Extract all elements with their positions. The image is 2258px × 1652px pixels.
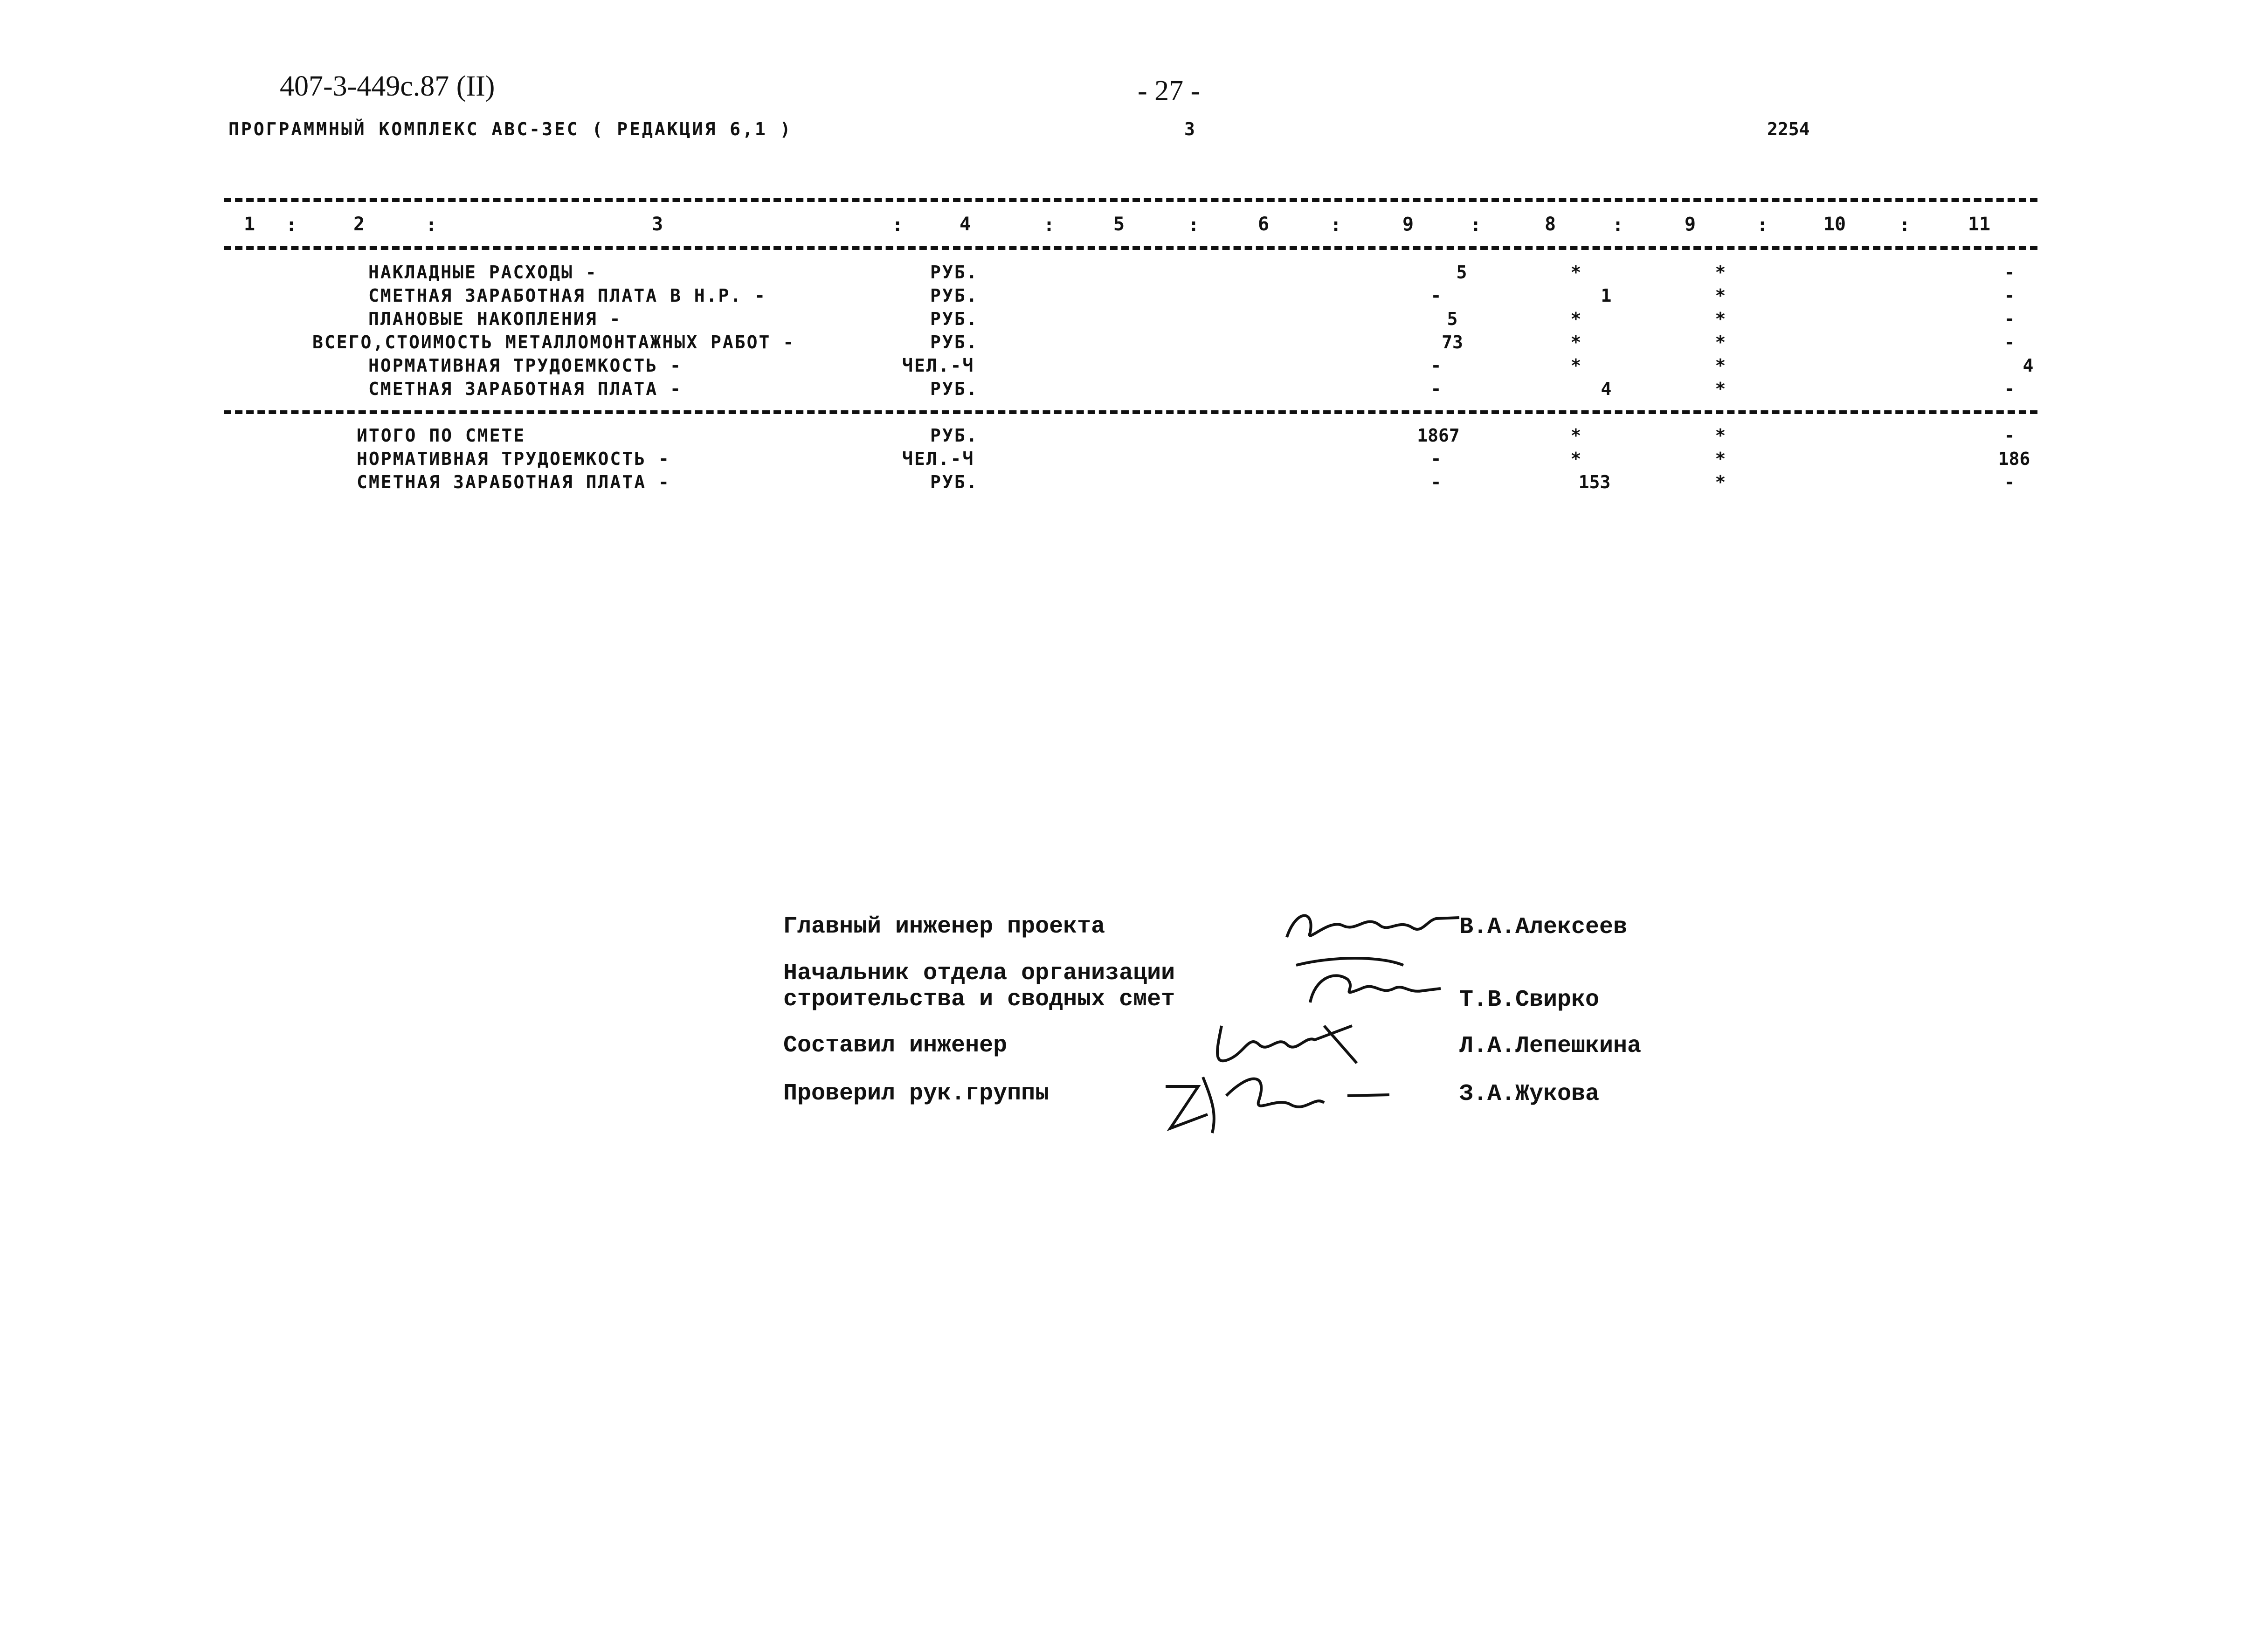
signature-name: З.А.Жукова <box>1459 1081 1600 1107</box>
row-col9: - <box>1430 285 1442 306</box>
column-separator: : <box>1188 214 1200 236</box>
page-number: - 27 - <box>1138 75 1201 107</box>
total-col11: 186 <box>1998 449 2030 469</box>
total-name: ИТОГО ПО СМЕТЕ <box>357 425 526 446</box>
row-col11: - <box>2004 309 2015 329</box>
total-name: НОРМАТИВНАЯ ТРУДОЕМКОСТЬ - <box>357 449 670 469</box>
row-col9: 73 <box>1442 332 1463 353</box>
row-col11: - <box>2004 379 2015 399</box>
document-code: 407-3-449с.87 (II) <box>280 70 495 102</box>
row-col11: 4 <box>2023 355 2034 376</box>
column-number: 6 <box>1257 214 1270 235</box>
column-number: 10 <box>1823 214 1846 235</box>
column-separator: : <box>1612 214 1624 236</box>
row-col9b: * <box>1715 262 1726 283</box>
row-name: ПЛАНОВЫЕ НАКОПЛЕНИЯ - <box>368 309 622 329</box>
total-col8: * <box>1570 425 1581 446</box>
row-col9: 5 <box>1447 309 1458 329</box>
group-separator-rule <box>224 410 2037 414</box>
section-number: 3 <box>1184 119 1195 139</box>
row-col9b: * <box>1715 332 1726 353</box>
signature-role: Начальник отдела организации строительства и сводных смет <box>783 960 1175 1013</box>
column-separator: : <box>1043 214 1055 236</box>
column-number: 1 <box>243 214 255 235</box>
column-separator: : <box>1330 214 1342 236</box>
handwritten-signature-icon <box>1156 1058 1399 1138</box>
row-col9b: * <box>1715 285 1726 306</box>
row-col8: * <box>1570 262 1581 283</box>
row-unit: РУБ. <box>930 379 979 399</box>
column-separator: : <box>891 214 904 236</box>
column-separator: : <box>1756 214 1768 236</box>
row-col11: - <box>2004 262 2015 283</box>
signature-name: Л.А.Лепешкина <box>1459 1033 1642 1059</box>
column-number: 4 <box>959 214 971 235</box>
total-col8: 153 <box>1578 472 1611 492</box>
row-col8: * <box>1570 332 1581 353</box>
row-col11: - <box>2004 332 2015 353</box>
total-unit: РУБ. <box>930 425 979 446</box>
total-unit: РУБ. <box>930 472 979 492</box>
row-name: СМЕТНАЯ ЗАРАБОТНАЯ ПЛАТА - <box>368 379 682 399</box>
column-separator: : <box>285 214 297 236</box>
column-number: 2 <box>353 214 365 235</box>
signature-name: Т.В.Свирко <box>1459 987 1600 1013</box>
total-col9: - <box>1430 472 1442 492</box>
handwritten-signature-icon <box>1268 951 1445 1012</box>
row-col11: - <box>2004 285 2015 306</box>
column-separator: : <box>425 214 437 236</box>
column-number: 9 <box>1684 214 1696 235</box>
document-number: 2254 <box>1767 119 1810 139</box>
handwritten-signature-icon <box>1277 900 1464 951</box>
program-caption: ПРОГРАММНЫЙ КОМПЛЕКС АВС-3ЕС ( РЕДАКЦИЯ 6,1 ) <box>228 119 793 139</box>
table-top-rule <box>224 198 2037 202</box>
signature-role: Главный инженер проекта <box>783 913 1105 940</box>
row-col8: 1 <box>1601 285 1612 306</box>
row-col9b: * <box>1715 355 1726 376</box>
row-name: НОРМАТИВНАЯ ТРУДОЕМКОСТЬ - <box>368 355 682 376</box>
row-col8: 4 <box>1601 379 1612 399</box>
column-number: 5 <box>1113 214 1125 235</box>
column-number: 3 <box>651 214 663 235</box>
total-col9: - <box>1430 449 1442 469</box>
column-number: 8 <box>1544 214 1556 235</box>
column-number: 9 <box>1402 214 1414 235</box>
column-number: 11 <box>1968 214 1991 235</box>
total-col9b: * <box>1715 449 1726 469</box>
row-unit: РУБ. <box>930 262 979 283</box>
row-col9: - <box>1430 379 1442 399</box>
header-bottom-rule <box>224 246 2037 250</box>
row-col9: 5 <box>1456 262 1467 283</box>
total-col11: - <box>2004 472 2015 492</box>
row-col8: * <box>1570 355 1581 376</box>
row-col9b: * <box>1715 309 1726 329</box>
row-name: ВСЕГО,СТОИМОСТЬ МЕТАЛЛОМОНТАЖНЫХ РАБОТ - <box>312 332 795 353</box>
total-col9b: * <box>1715 425 1726 446</box>
total-col9b: * <box>1715 472 1726 492</box>
signature-role: Проверил рук.группы <box>783 1080 1050 1107</box>
signature-name: В.А.Алексеев <box>1459 914 1628 940</box>
row-name: НАКЛАДНЫЕ РАСХОДЫ - <box>368 262 598 283</box>
total-name: СМЕТНАЯ ЗАРАБОТНАЯ ПЛАТА - <box>357 472 670 492</box>
column-separator: : <box>1899 214 1911 236</box>
total-col11: - <box>2004 425 2015 446</box>
row-col9b: * <box>1715 379 1726 399</box>
row-unit: ЧЕЛ.-Ч <box>902 355 975 376</box>
column-separator: : <box>1470 214 1482 236</box>
row-name: СМЕТНАЯ ЗАРАБОТНАЯ ПЛАТА В Н.Р. - <box>368 285 766 306</box>
total-col9: 1867 <box>1417 425 1460 446</box>
row-col8: * <box>1570 309 1581 329</box>
row-unit: РУБ. <box>930 332 979 353</box>
row-unit: РУБ. <box>930 285 979 306</box>
row-unit: РУБ. <box>930 309 979 329</box>
total-unit: ЧЕЛ.-Ч <box>902 449 975 469</box>
row-col9: - <box>1430 355 1442 376</box>
total-col8: * <box>1570 449 1581 469</box>
signature-role: Составил инженер <box>783 1032 1008 1059</box>
